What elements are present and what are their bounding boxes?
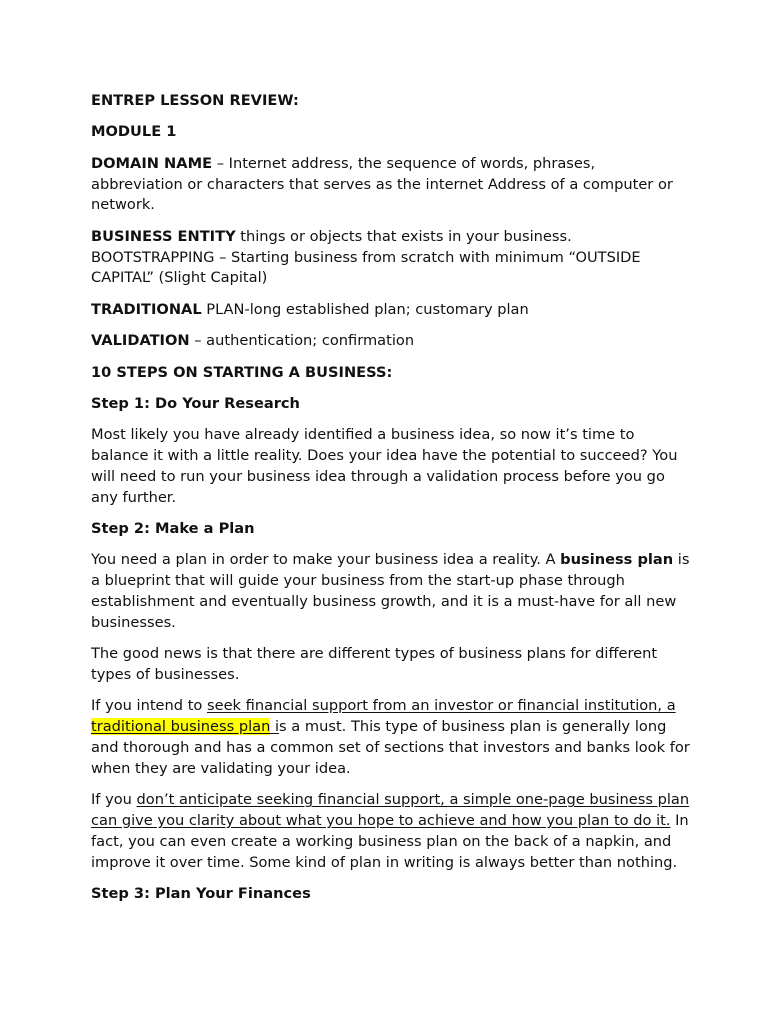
module-heading: MODULE 1 <box>91 123 177 141</box>
term-domain-name: DOMAIN NAME <box>91 154 213 172</box>
steps-heading: 10 STEPS ON STARTING A BUSINESS: <box>91 363 393 381</box>
step2-paragraph-2: The good news is that there are different types of business plans for different types of businesses. <box>91 645 658 684</box>
step2-paragraph-4: If you don’t anticipate seeking financial support, a simple one-page business plan can give you clarity about what you hope to achieve and how you plan to do it. In fact, you can even create a working business plan on the back of a napkin, and improve it over time. Some kind of plan in writing is always better than nothing. <box>91 791 690 871</box>
underlined-text: don’t anticipate seeking financial support, a simple one-page business plan can give you clarity about what you hope to achieve and how you plan to do it. <box>91 791 690 830</box>
step1-heading: Step 1: Do Your Research <box>91 394 300 412</box>
definition-validation <box>91 331 691 352</box>
highlighted-text: traditional business plan <box>91 718 271 736</box>
definition-domain-name <box>91 154 691 216</box>
step1-paragraph: Most likely you have already identified a business idea, so now it’s time to balance it with a little reality. Does your idea have the potential to succeed? You will need to run your business idea through a validation process before you go any further. <box>91 426 678 506</box>
definition-text: – Internet address, the sequence of words, phrases, abbreviation or characters that serves as the internet Address of a computer or network. <box>91 154 673 214</box>
document-title: ENTREP LESSON REVIEW: <box>91 92 299 109</box>
step3-heading: Step 3: Plan Your Finances <box>91 885 311 903</box>
definition-bootstrapping: BOOTSTRAPPING – Starting business from scratch with minimum “OUTSIDE CAPITAL” (Slight Capital) <box>91 248 641 287</box>
definition-business-entity <box>91 227 691 289</box>
underlined-text: seek financial support from an investor or financial institution, a traditional business plan i <box>91 697 676 736</box>
definition-text: – authentication; confirmation <box>189 332 415 350</box>
step2-paragraph-3: If you intend to seek financial support from an investor or financial institution, a traditional business plan is a must. This type of business plan is generally long and thorough and has a common set of sections that investors and banks look for when they are validating your idea. <box>91 697 690 777</box>
term-business-entity: BUSINESS ENTITY <box>91 227 236 245</box>
term-validation: VALIDATION <box>91 332 190 350</box>
definition-text: PLAN-long established plan; customary plan <box>201 300 529 318</box>
document-page <box>91 91 691 915</box>
step2-heading: Step 2: Make a Plan <box>91 520 255 538</box>
definition-text: things or objects that exists in your business. <box>235 227 572 245</box>
term-traditional: TRADITIONAL <box>91 300 202 318</box>
step2-paragraph-1: You need a plan in order to make your business idea a reality. A business plan is a blueprint that will guide your business from the start-up phase through establishment and eventually business growth, and it is a must-have for all new businesses. <box>91 551 690 631</box>
definition-traditional <box>91 300 691 321</box>
business-plan-term: business plan <box>560 551 674 569</box>
